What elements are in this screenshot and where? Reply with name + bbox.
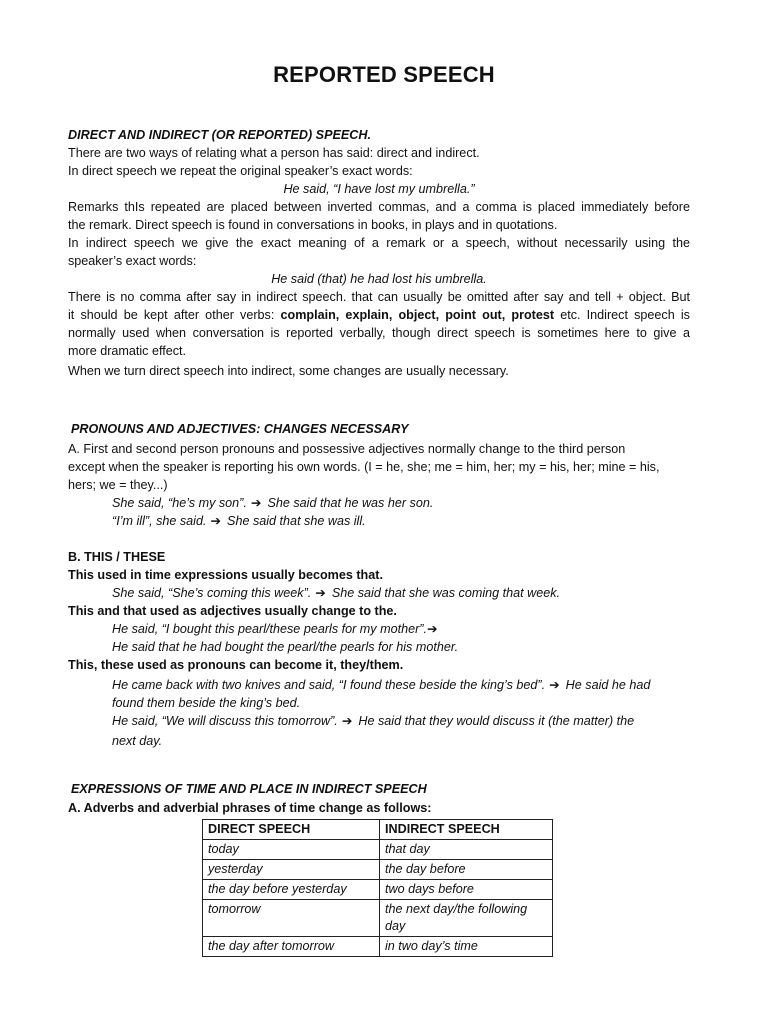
table-cell: the day after tomorrow (203, 937, 380, 957)
example-line (112, 676, 690, 694)
rule-line: This, these used as pronouns can become it, they/them. (68, 658, 404, 672)
direct: He came back with two knives and said, “I found these beside the king’s bed”. (112, 678, 546, 692)
arrow-right-icon: ➔ (549, 678, 560, 692)
paragraph-line: A. First and second person pronouns and possessive adjectives normally change to the third person (68, 442, 626, 456)
paragraph-line (68, 306, 690, 324)
indirect: He said he had (565, 678, 651, 692)
paragraph-line: Remarks thIs repeated are placed between inverted commas, and a comma is placed immediately before (68, 200, 690, 214)
table-cell: the day before yesterday (203, 880, 380, 900)
text: etc. Indirect speech is (554, 308, 690, 322)
paragraph-line: There are two ways of relating what a person has said: direct and indirect. (68, 146, 480, 160)
direct: He said, “We will discuss this tomorrow”. (112, 714, 338, 728)
table-row (203, 937, 553, 957)
table-cell: tomorrow (203, 900, 380, 937)
example-line: He said that he had bought the pearl/the pearls for his mother. (112, 640, 459, 654)
arrow-right-icon: ➔ (210, 514, 222, 528)
text: it should be kept after other verbs: (68, 308, 281, 322)
arrow-right-icon: ➔ (427, 622, 438, 636)
table-cell: the day before (380, 860, 553, 880)
example-direct: He said, “I have lost my umbrella.” (283, 182, 475, 196)
indirect: She said that she was ill. (227, 514, 366, 528)
paragraph-line: In indirect speech we give the exact meaning of a remark or a speech, without necessarily using the (68, 236, 690, 250)
table-header-row (203, 820, 553, 840)
example-indirect: He said (that) he had lost his umbrella. (271, 272, 487, 286)
paragraph-line: more dramatic effect. (68, 344, 187, 358)
table-row (203, 840, 553, 860)
section-heading-time-place: EXPRESSIONS OF TIME AND PLACE IN INDIRECT SPEECH (71, 782, 427, 796)
indirect: She said that he was her son. (267, 496, 434, 510)
column-header: INDIRECT SPEECH (380, 820, 553, 840)
example-line (112, 584, 690, 602)
rule-line: This used in time expressions usually becomes that. (68, 568, 383, 582)
section-heading-direct-indirect: DIRECT AND INDIRECT (OR REPORTED) SPEECH. (68, 128, 371, 142)
paragraph-line: hers; we = they...) (68, 478, 168, 492)
verb-list: complain, explain, object, point out, protest (280, 308, 555, 322)
example-line (112, 512, 690, 530)
paragraph-line: There is no comma after say in indirect speech. that can usually be omitted after say and tell + object. But (68, 290, 690, 304)
example-line (112, 620, 690, 638)
arrow-right-icon: ➔ (250, 496, 262, 510)
example-line (112, 494, 690, 512)
example-line: next day. (112, 734, 163, 748)
example-line: found them beside the king’s bed. (112, 696, 301, 710)
table-row (203, 900, 553, 937)
column-header: DIRECT SPEECH (203, 820, 380, 840)
paragraph-line: except when the speaker is reporting his own words. (I = he, she; me = him, her; my = his, her; mine = his, (68, 460, 660, 474)
table-row (203, 860, 553, 880)
rule-line: This and that used as adjectives usually change to the. (68, 604, 397, 618)
table-cell: yesterday (203, 860, 380, 880)
section-heading-pronouns: PRONOUNS AND ADJECTIVES: CHANGES NECESSARY (71, 422, 409, 436)
paragraph-line: normally used when conversation is reported verbally, though direct speech is sometimes here to give a (68, 326, 690, 340)
subheading-this-these: B. THIS / THESE (68, 550, 166, 564)
table-row (203, 880, 553, 900)
direct: He said, “I bought this pearl/these pearls for my mother”. (112, 622, 427, 636)
example-line (112, 712, 690, 730)
indirect: She said that she was coming that week. (331, 586, 561, 600)
time-expressions-table (202, 819, 553, 957)
table-cell: two days before (380, 880, 553, 900)
paragraph-line: the remark. Direct speech is found in conversations in books, in plays and in quotations. (68, 218, 558, 232)
arrow-right-icon: ➔ (315, 586, 326, 600)
indirect: He said that they would discuss it (the matter) the (358, 714, 635, 728)
page-title: REPORTED SPEECH (273, 62, 495, 87)
direct: She said, “She’s coming this week”. (112, 586, 312, 600)
paragraph-line: When we turn direct speech into indirect, some changes are usually necessary. (68, 364, 509, 378)
arrow-right-icon: ➔ (341, 714, 353, 728)
paragraph-line: speaker’s exact words: (68, 254, 197, 268)
table-cell: today (203, 840, 380, 860)
table-cell: the next day/the following day (380, 900, 553, 937)
direct: She said, “he’s my son”. (112, 496, 247, 510)
table-cell: in two day’s time (380, 937, 553, 957)
table-cell: that day (380, 840, 553, 860)
paragraph-line: A. Adverbs and adverbial phrases of time change as follows: (68, 801, 432, 815)
paragraph-line: In direct speech we repeat the original speaker’s exact words: (68, 164, 413, 178)
direct: “I’m ill”, she said. (112, 514, 207, 528)
